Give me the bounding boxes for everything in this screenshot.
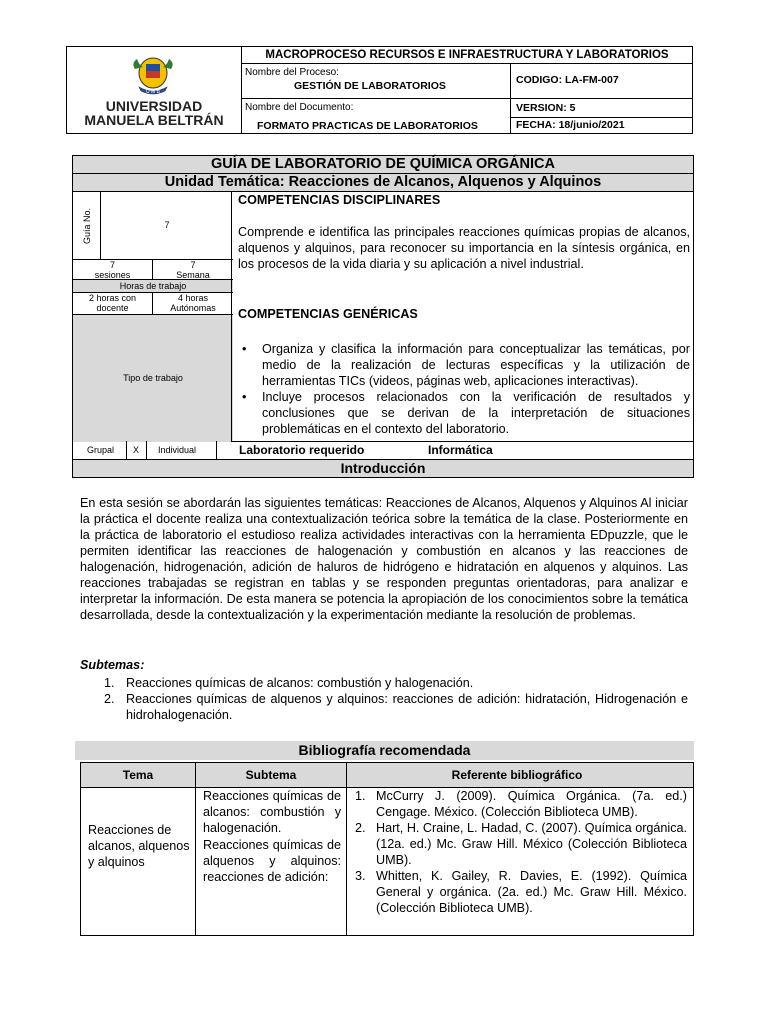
tipo-trabajo: Tipo de trabajo	[73, 315, 233, 442]
bullet-icon: •	[242, 342, 247, 356]
biblio-header-subtema: Subtema	[196, 763, 347, 787]
proceso-value: GESTIÓN DE LABORATORIOS	[294, 80, 446, 92]
semana-cell	[153, 260, 233, 280]
sesiones-num: 7	[109, 260, 115, 270]
codigo-cell: CODIGO: LA-FM-007	[510, 63, 693, 99]
lab-label: Laboratorio requerido	[239, 443, 365, 457]
list-item: • Organiza y clasifica la información para conceptualizar las temáticas, por medio de la realización de lecturas específicas y la utilización de herramientas TICs (videos, páginas web, aplicaciones interactivas).	[242, 342, 690, 388]
proceso-cell	[241, 63, 511, 99]
list-item: 2. Reacciones químicas de alquenos y alquinos: reacciones de adición: hidratación, Hidrogenación e hidrohalogenación.	[104, 692, 688, 722]
intro-title: Introducción	[72, 460, 694, 478]
guide-info-column	[72, 191, 232, 442]
competencias-genericas-title: COMPETENCIAS GENÉRICAS	[238, 307, 418, 321]
university-name: UNIVERSIDAD MANUELA BELTRÁN	[84, 98, 224, 128]
documento-label: Nombre del Documento:	[245, 102, 354, 113]
bullet-icon: •	[242, 390, 247, 404]
biblio-table	[80, 762, 694, 936]
macroproceso-title: MACROPROCESO RECURSOS E INFRAESTRUCTURA Y LABORATORIOS	[241, 46, 693, 64]
guia-no-value: 7	[101, 191, 233, 260]
list-item: 3. Whitten, K. Gailey, R. Davies, E. (1992). Química General y orgánica. (2a. ed.) Mc. Graw Hill. México. (Colección Biblioteca UMB).	[355, 869, 687, 915]
divider	[126, 441, 127, 459]
horas-label: Horas de trabajo	[73, 280, 233, 293]
semana-num: 7	[190, 260, 196, 270]
version-cell: VERSION: 5	[510, 98, 693, 118]
header-logo-cell	[66, 46, 242, 134]
competencias-genericas-list	[238, 341, 690, 437]
documento-value: FORMATO PRACTICAS DE LABORATORIOS	[257, 120, 478, 132]
proceso-label: Nombre del Proceso:	[245, 67, 339, 78]
list-item: 1. McCurry J. (2009). Química Orgánica. (7a. ed.) Cengage. México. (Colección Biblioteca UMB).	[355, 789, 687, 819]
list-item: 2. Hart, H. Craine, L. Hadad, C. (2007). Química orgánica.(12a. ed.) Mc. Graw Hill. México (Colección Biblioteca UMB).	[355, 821, 687, 867]
biblio-header-tema: Tema	[81, 763, 196, 787]
biblio-subtema: Reacciones químicas de alcanos: combustión y halogenación. Reacciones químicas de alquenos y alquinos: reacciones de adición:	[203, 789, 341, 885]
competencias-box	[231, 191, 694, 442]
biblio-title: Bibliografía recomendada	[75, 741, 694, 760]
grupal-label: Grupal	[87, 445, 115, 455]
grupal-mark: X	[133, 445, 140, 455]
horas-docente: 2 horas con docente	[73, 293, 153, 315]
divider	[216, 441, 217, 459]
biblio-tema: Reacciones de alcanos, alquenos y alquinos	[88, 823, 190, 869]
biblio-refs-cell	[347, 788, 693, 935]
guide-title: GUÍA DE LABORATORIO DE QUÍMICA ORGÁNICA	[72, 155, 694, 174]
lab-value: Informática	[428, 443, 493, 457]
intro-text: En esta sesión se abordarán las siguientes temáticas: Reacciones de Alcanos, Alquenos y Alquinos Al iniciar la práctica el docente realiza una contextualización teórica sobre la temática de la clase. Posteriormente en la práctica de laboratorio el estudioso realiza actividades interactivas con la herramienta EDpuzzle, que le permiten identificar las reacciones de halogenación y combustión en alcanos y las reacciones de halogenación, hidrogenación, adición de haluros de hidrógeno e hidratación en alquenos y alquinos. Las reacciones trabajadas se registran en tablas y se responden preguntas orientadoras, para analizar e interpretar la información. De esta manera se potencia la apropiación de los conocimientos sobre la temática desarrollada, desde la contextualización y la experimentación mediante la resolución de problemas.	[80, 496, 688, 622]
competencias-disciplinares-text: Comprende e identifica las principales reacciones químicas propias de alcanos, alquenos y alquinos, para reconocer su importancia en la síntesis orgánica, en los procesos de la vida diaria y su aplicación a nivel industrial.	[238, 225, 690, 271]
list-item: 1. Reacciones químicas de alcanos: combustión y halogenación.	[104, 676, 474, 690]
list-item: • Incluye procesos relacionados con la verificación de resultados y conclusiones que se derivan de la interpretación de situaciones problemáticas en el contexto del laboratorio.	[242, 390, 690, 436]
documento-cell	[241, 98, 511, 134]
sesiones-cell	[73, 260, 153, 280]
tipo-row	[72, 441, 694, 460]
individual-label: Individual	[158, 445, 197, 455]
subtemas-list	[80, 675, 688, 723]
biblio-tema-cell	[81, 788, 196, 935]
biblio-refs-list	[355, 788, 687, 916]
biblio-subtema-cell	[196, 788, 347, 935]
subtemas-label: Subtemas:	[80, 658, 145, 672]
fecha-cell: FECHA: 18/junio/2021	[510, 117, 693, 134]
guia-no-label-cell	[73, 191, 101, 260]
guia-no-label: Guía No.	[82, 207, 92, 245]
divider	[146, 441, 147, 459]
biblio-header-referente: Referente bibliográfico	[347, 763, 687, 787]
svg-text:U M B: U M B	[146, 89, 160, 95]
competencias-disciplinares-title: COMPETENCIAS DISCIPLINARES	[238, 193, 441, 207]
sesiones-label: sesiones	[94, 270, 131, 280]
unit-title: Unidad Temática: Reacciones de Alcanos, Alquenos y Alquinos	[72, 173, 694, 192]
semana-label: Semana	[176, 270, 210, 280]
horas-autonomas: 4 horas Autónomas	[153, 293, 233, 315]
university-seal-icon	[129, 53, 177, 97]
header-fill	[687, 763, 693, 787]
